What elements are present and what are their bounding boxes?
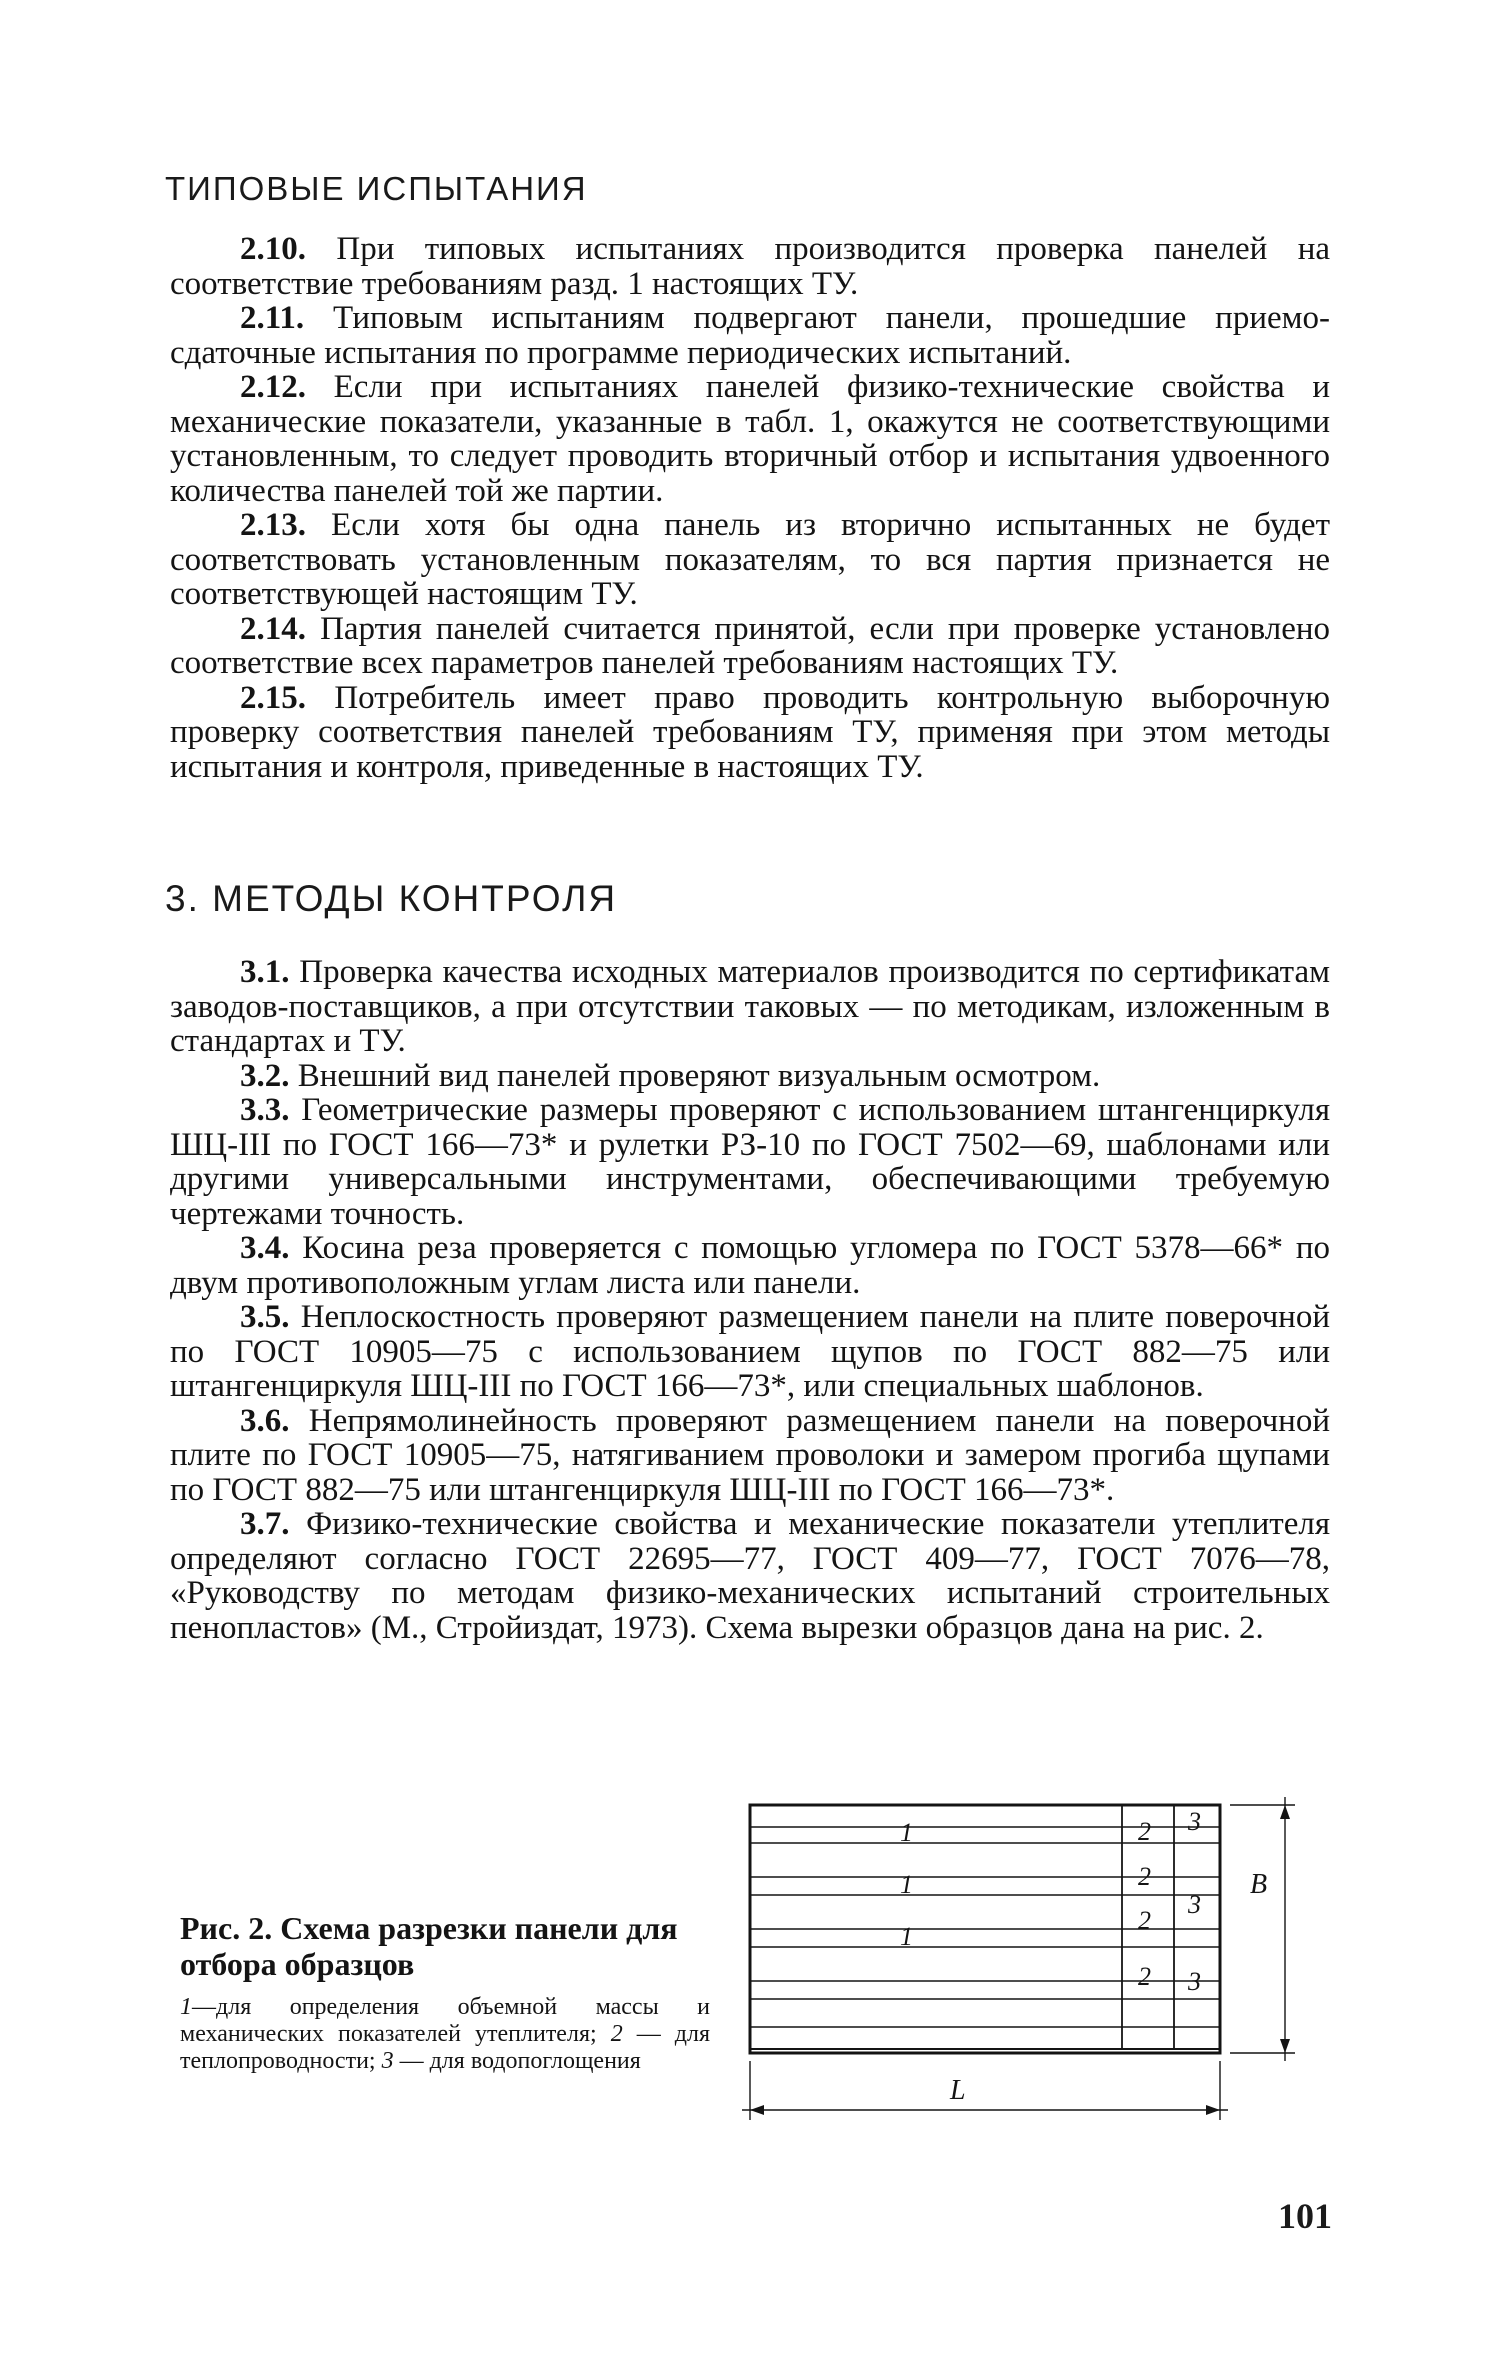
dimension-length-label: L [950, 2075, 966, 2106]
figure-title: Рис. 2. Схема разрезки панели для отбора образцов [180, 1910, 678, 1982]
paragraph-text: Если при испытаниях панелей физико-технические свойства и механические показатели, указанные в табл. 1, окажутся не соответствующими установленным, то следует проводить вторичный отбор и испытания удвоенного количества панелей той же партии. [170, 369, 1330, 509]
figure-caption [180, 1910, 710, 2075]
arrow-head [750, 2105, 764, 2115]
sample-1-label: 1 [900, 1870, 913, 1899]
sample-1-label: 1 [900, 1818, 913, 1847]
arrow-head [1206, 2105, 1220, 2115]
panel-cutting-diagram [730, 1785, 1350, 2170]
paragraph-text: Косина реза проверяется с помощью угломера по ГОСТ 5378—66* по двум противоположным углам листа или панели. [170, 1230, 1330, 1301]
section-2-text [170, 232, 1330, 784]
paragraph-number: 3.2. [240, 1057, 290, 1094]
paragraph [170, 1093, 1330, 1231]
paragraph-text: Геометрические размеры проверяют с использованием штангенциркуля ШЦ-III по ГОСТ 166—73* и рулетки РЗ-10 по ГОСТ 7502—69, шаблонами или другими универсальными инструментами, обеспечивающими требуемую чертежами точность. [170, 1092, 1331, 1232]
paragraph [170, 681, 1330, 785]
paragraph [170, 1059, 1330, 1094]
sample-1-label: 1 [900, 1922, 913, 1951]
sample-3-label: 3 [1188, 1890, 1201, 1919]
paragraph [170, 508, 1330, 612]
paragraph-text: Внешний вид панелей проверяют визуальным осмотром. [297, 1057, 1101, 1094]
paragraph-number: 2.13. [240, 507, 306, 543]
paragraph-number: 3.3. [240, 1092, 290, 1128]
sample-3-label: 3 [1188, 1807, 1201, 1836]
paragraph-text: Типовым испытаниям подвергают панели, прошедшие приемо-сдаточные испытания по программе периодических испытаний. [170, 300, 1331, 371]
paragraph [170, 1507, 1330, 1645]
paragraph-text: Проверка качества исходных материалов производится по сертификатам заводов-поставщиков, а при отсутствии таковых — по методикам, изложенным в стандартах и ТУ. [170, 954, 1330, 1059]
legend-text: — для водопоглощения [399, 2048, 641, 2074]
legend-key: 2 [610, 2021, 623, 2047]
sample-2-label: 2 [1138, 1862, 1151, 1891]
paragraph-number: 3.1. [240, 954, 290, 990]
paragraph-number: 3.6. [240, 1402, 290, 1439]
paragraph-text: Неплоскостность проверяют размещением панели на плите поверочной по ГОСТ 10905—75 с использованием щупов по ГОСТ 882—75 или штангенциркуля ШЦ-III по ГОСТ 166—73*, или специальных шаблонов. [170, 1299, 1330, 1404]
paragraph-text: При типовых испытаниях производится проверка панелей на соответствие требованиям разд. 1 настоящих ТУ. [170, 231, 1331, 302]
page-number: 101 [1278, 2196, 1332, 2236]
paragraph [170, 301, 1330, 370]
sample-3-label: 3 [1188, 1967, 1201, 1996]
paragraph-text: Непрямолинейность проверяют размещением панели на поверочной плите по ГОСТ 10905—75, натягиванием проволоки и замером прогиба щупами по ГОСТ 882—75 или штангенциркуля ШЦ-III по ГОСТ 166—73*. [170, 1402, 1331, 1508]
running-head: ТИПОВЫЕ ИСПЫТАНИЯ [165, 170, 588, 207]
paragraph-number: 2.15. [240, 679, 306, 716]
legend-key: 1 [180, 1994, 192, 2020]
section-3-text [170, 955, 1330, 1645]
legend-key: 3 [381, 2048, 394, 2074]
figure-legend [180, 1994, 710, 2075]
paragraph-number: 3.5. [240, 1299, 290, 1335]
legend-text: —для определения объемной массы и механических показателей утеплителя; [180, 1994, 710, 2047]
dimension-width-label: B [1250, 1869, 1268, 1900]
paragraph [170, 612, 1330, 681]
paragraph-number: 3.7. [240, 1506, 290, 1542]
sample-2-label: 2 [1138, 1962, 1151, 1991]
paragraph-number: 2.14. [240, 610, 306, 647]
paragraph-number: 2.11. [240, 300, 305, 336]
section-3-heading: 3. МЕТОДЫ КОНТРОЛЯ [165, 878, 618, 919]
paragraph-text: Физико-технические свойства и механические показатели утеплителя определяют согласно ГОСТ 22695—77, ГОСТ 409—77, ГОСТ 7076—78, «Руководству по методам физико-механических испытаний строительных пенопластов» (М., Стройиздат, 1973). Схема вырезки образцов дана на рис. 2. [170, 1506, 1330, 1646]
paragraph-text: Партия панелей считается принятой, если при проверке установлено соответствие всех параметров панелей требованиям настоящих ТУ. [170, 610, 1331, 681]
paragraph-number: 2.12. [240, 369, 306, 405]
legend-text: — для теплопроводности; [180, 2021, 711, 2074]
paragraph [170, 232, 1330, 301]
sample-2-label: 2 [1138, 1817, 1151, 1846]
paragraph-text: Если хотя бы одна панель из вторично испытанных не будет соответствовать установленным показателям, то вся партия признается не соответствующей настоящим ТУ. [170, 507, 1330, 612]
paragraph [170, 955, 1330, 1059]
paragraph [170, 1300, 1330, 1404]
paragraph-number: 3.4. [240, 1230, 290, 1266]
paragraph-number: 2.10. [240, 231, 306, 267]
paragraph [170, 370, 1330, 508]
paragraph [170, 1231, 1330, 1300]
paragraph-text: Потребитель имеет право проводить контрольную выборочную проверку соответствия панелей требованиям ТУ, применяя при этом методы испытания и контроля, приведенные в настоящих ТУ. [170, 679, 1330, 785]
sample-2-label: 2 [1138, 1906, 1151, 1935]
arrow-head [1280, 2039, 1290, 2053]
arrow-head [1280, 1805, 1290, 1819]
paragraph [170, 1404, 1330, 1508]
